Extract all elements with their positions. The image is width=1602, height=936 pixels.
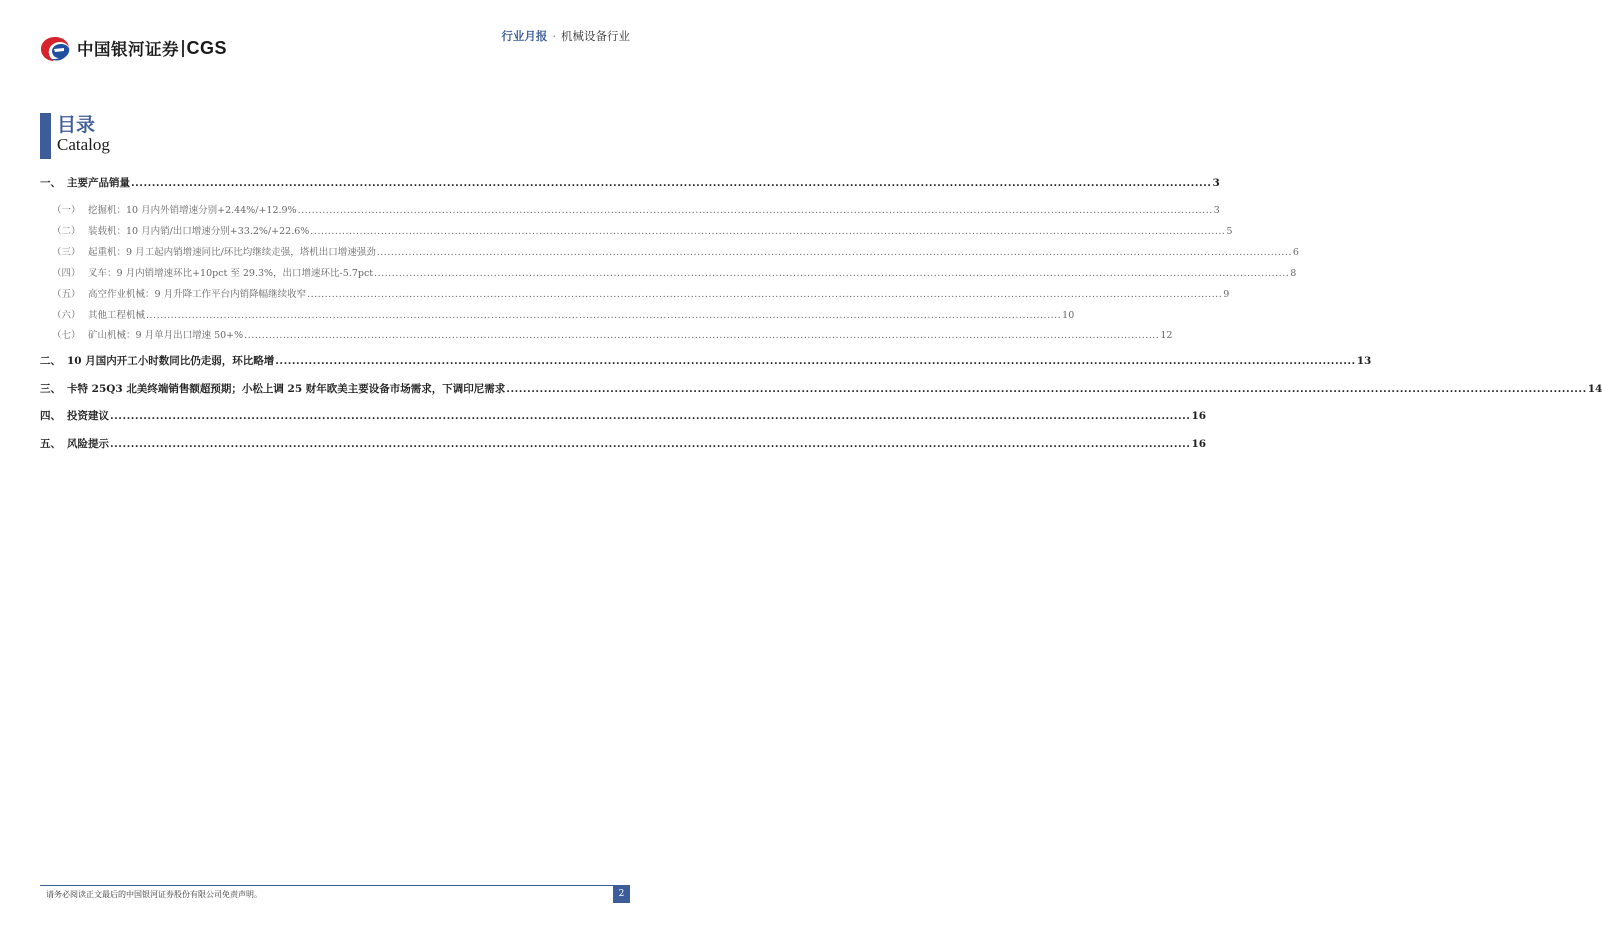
toc-entry-title: 矿山机械：9 月单月出口增速 50+% [88, 330, 244, 341]
toc-entry-page: 9 [1223, 289, 1230, 300]
toc-entry[interactable] [40, 327, 1173, 341]
toc-entry-number: 一、 [40, 177, 61, 189]
report-type: 行业月报 [501, 29, 548, 43]
report-header [501, 28, 630, 44]
dot-leader [110, 410, 1190, 422]
toc-entry-page: 10 [1062, 310, 1075, 321]
toc-entry[interactable] [40, 408, 1207, 423]
toc-entry-title: 叉车：9 月内销增速环比+10pct 至 29.3%，出口增速环比-5.7pct [88, 268, 374, 279]
toc-entry-title: 卡特 25Q3 北美终端销售额超预期；小松上调 25 财年欧美主要设备市场需求，下调印尼需求 [67, 383, 506, 395]
toc-entry-number: （五） [52, 289, 81, 300]
page-number: 2 [613, 886, 630, 903]
toc-entry-title: 主要产品销量 [67, 177, 130, 189]
toc-entry-title: 其他工程机械 [88, 310, 146, 321]
toc-entry-page: 3 [1212, 177, 1220, 189]
dot-leader [110, 438, 1190, 450]
toc-entry[interactable] [40, 223, 1233, 237]
toc-entry-number: （二） [52, 226, 81, 237]
toc-entry-page: 16 [1191, 410, 1207, 422]
dot-leader [310, 226, 1225, 237]
toc-entry-page: 5 [1226, 226, 1233, 237]
toc-entry-page: 6 [1292, 247, 1299, 258]
toc-accent-bar [40, 113, 51, 159]
toc-title-cn: 目录 [57, 114, 96, 136]
dot-leader [146, 310, 1061, 321]
toc-entry-number: （三） [52, 247, 81, 258]
toc-entry[interactable] [40, 353, 1372, 368]
toc-entry[interactable] [40, 381, 1602, 396]
dot-leader [275, 355, 1355, 367]
dot-leader [374, 268, 1289, 279]
toc-entry-number: （六） [52, 310, 81, 321]
toc-entry-number: （四） [52, 268, 81, 279]
dot-leader [377, 247, 1292, 258]
header-separator: · [552, 29, 556, 43]
toc-entry-page: 8 [1290, 268, 1297, 279]
dot-leader [131, 177, 1211, 189]
footer-rule [40, 885, 630, 886]
toc-entry-title: 装载机：10 月内销/出口增速分别+33.2%/+22.6% [88, 226, 310, 237]
toc-title-en: Catalog [57, 135, 110, 154]
toc-entry[interactable] [40, 244, 1299, 258]
toc-entry-page: 3 [1213, 205, 1220, 216]
logo-text-en: CGS [186, 37, 228, 58]
toc-entry-title: 起重机：9 月工起内销增速同比/环比均继续走强，塔机出口增速强劲 [88, 247, 376, 258]
toc-entry-number: （七） [52, 330, 81, 341]
toc-entry-title: 挖掘机：10 月内外销增速分别+2.44%/+12.9% [88, 205, 297, 216]
dot-leader [506, 383, 1586, 395]
toc-entry-number: 二、 [40, 355, 61, 367]
toc-entry-title: 投资建议 [67, 410, 109, 422]
toc-entry-title: 10 月国内开工小时数同比仍走弱，环比略增 [67, 355, 275, 367]
toc-entry[interactable] [40, 265, 1297, 279]
footer-disclaimer: 请务必阅读正文最后的中国银河证券股份有限公司免责声明。 [46, 890, 262, 899]
dot-leader [298, 205, 1213, 216]
toc-entry-page: 16 [1191, 438, 1207, 450]
toc-entry-title: 风险提示 [67, 438, 109, 450]
industry-name: 机械设备行业 [561, 29, 630, 43]
toc-entry[interactable] [40, 202, 1220, 216]
company-logo [40, 33, 227, 63]
toc-entry-number: 四、 [40, 410, 61, 422]
toc-entry[interactable] [40, 286, 1230, 300]
toc-entry-number: （一） [52, 205, 81, 216]
toc-entry[interactable] [40, 175, 1220, 190]
logo-text-cn: 中国银河证券 [77, 40, 179, 59]
toc-entry-page: 14 [1587, 383, 1602, 395]
toc-entry-number: 三、 [40, 383, 61, 395]
toc-entry-title: 高空作业机械：9 月升降工作平台内销降幅继续收窄 [88, 289, 307, 300]
dot-leader [307, 289, 1222, 300]
toc-entry-page: 13 [1356, 355, 1372, 367]
cgs-logo-icon [40, 35, 71, 62]
logo-divider [182, 40, 184, 57]
toc-entry-page: 12 [1160, 330, 1173, 341]
toc-entry-number: 五、 [40, 438, 61, 450]
dot-leader [244, 330, 1159, 341]
toc-entry[interactable] [40, 307, 1075, 321]
toc-entry[interactable] [40, 436, 1207, 451]
